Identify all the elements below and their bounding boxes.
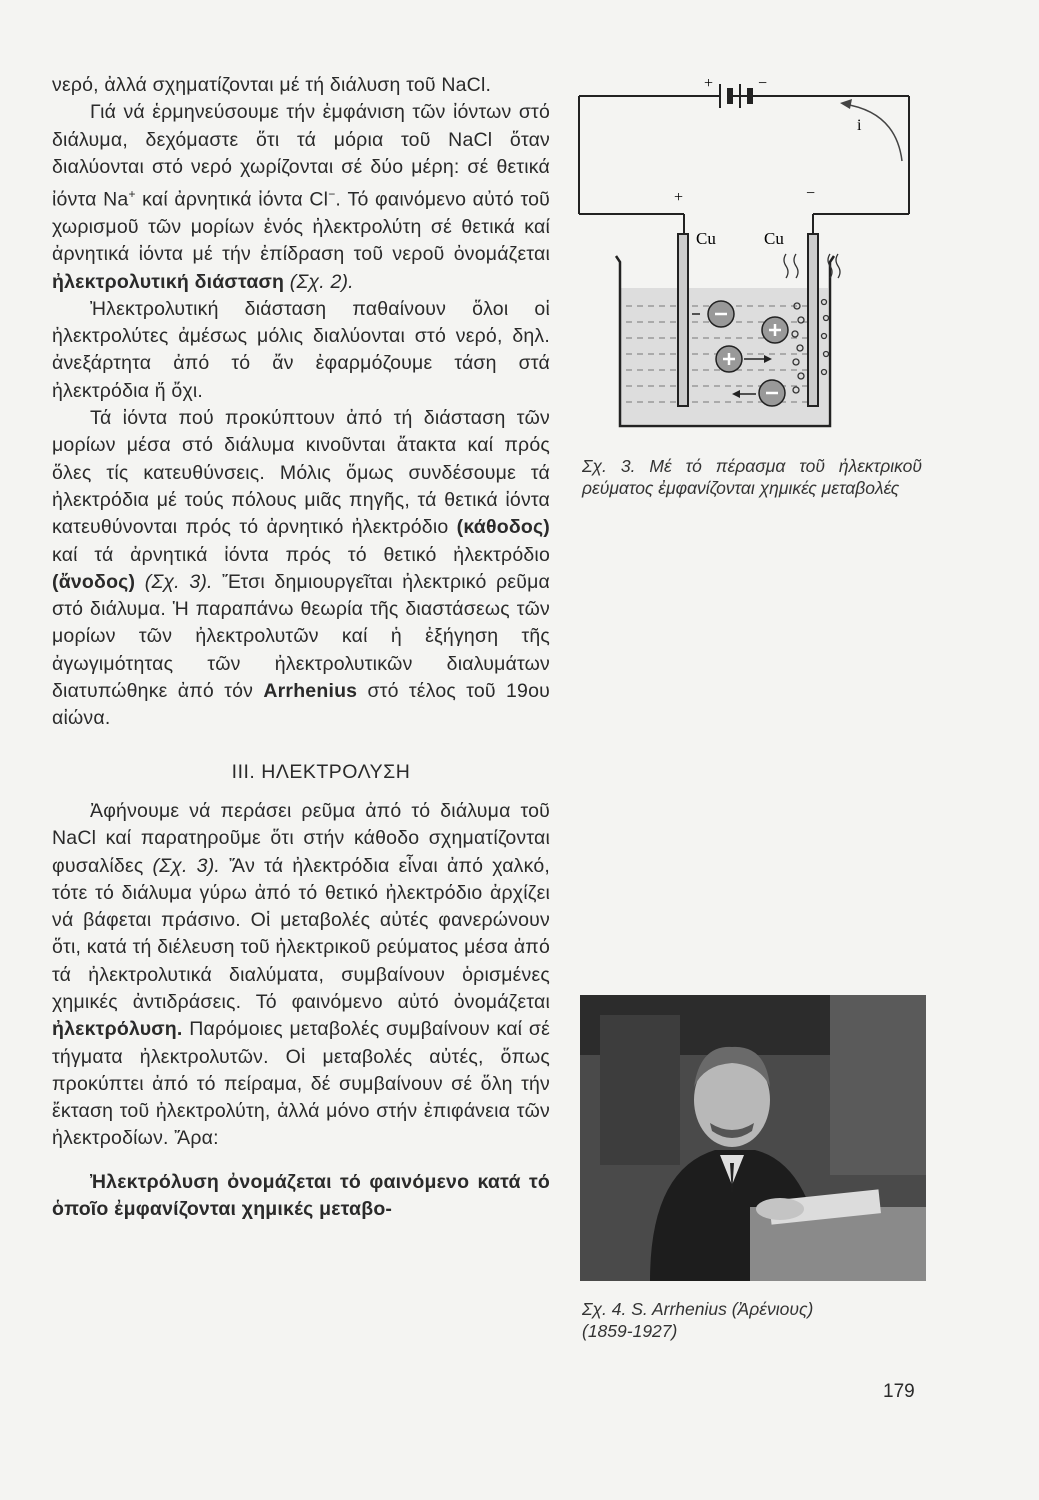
anode-electrode [678,234,688,406]
paragraph: νερό, ἀλλά σχηματίζονται μέ τή διάλυση τοῦ NaCl. [52,74,492,96]
section-heading: III. ΗΛΕΚΤΡΟΛΥΣΗ [231,760,411,783]
figure-3-caption: Σχ. 3. Μέ τό πέρασμα τοῦ ἠλεκτρικοῦ ρεύματος ἐμφανίζονται χημικές μεταβολές [582,456,922,498]
current-label: i [857,117,862,134]
cathode-minus-label: − [806,185,816,202]
anode-plus-label: + [674,189,684,206]
cathode-electrode [808,234,818,406]
page-number: 179 [883,1381,915,1402]
definition-paragraph: Ἠλεκτρόλυση ὀνομάζεται τό φαινόμενο κατά τό ὁποῖο ἐμφανίζονται χημικές μεταβο- [52,1170,550,1221]
electrode-left-label: Cu [696,229,716,248]
figure-4-caption: Σχ. 4. S. Arrhenius (Ἀρένιους) (1859-1927) [582,1299,814,1341]
cation-icon [762,317,788,343]
term-electrolytic-dissociation: ἠλεκτρολυτική διάσταση [52,270,285,293]
current-arrow-icon [844,104,902,161]
term-electrolysis: ἠλεκτρόλυση. [52,1018,183,1041]
arrhenius-portrait [580,995,926,1281]
paragraph: Ἀφήνουμε νά περάσει ρεῦμα ἀπό τό διάλυμα τοῦ NaCl καί παρατηροῦμε ὅτι στήν κάθοδο σχηματίζονται φυσαλίδες (Σχ. 3). Ἄν τά ἠλεκτρόδια εἶναι ἀπό χαλκό, τότε τό διάλυμα γύρω ἀπό τό θετικό ἠλεκτρόδιο ἀρχίζει νά βάφεται πράσινο. Οἱ μεταβολές αὐτές φανερώνουν ὅτι, κατά τή διέλευση τοῦ ἠλεκτρικοῦ ρεύματος μέσα ἀπό τά ἠλεκτρολυτικά διαλύματα, συμβαίνουν ὁρισμένες χημικές ἀντιδράσεις. Τό φαινόμενο αὐτό ὀνομάζεται ἠλεκτρόλυση. Παρόμοιες μεταβολές συμβαίνουν καί σέ τήγματα ἠλεκτρολυτῶν. Οἱ μεταβολές αὐτές, ὅπως προκύπτει ἀπό τό πείραμα, δέ συμβαίνουν σέ ὅλη τήν ἔκταση τοῦ ἠλεκτρολύτη, ἀλλά μόνο στήν ἐπιφάνεια τῶν ἠλεκτροδίων. Ἄρα: [52,799,550,1150]
paragraph: Τά ἰόντα πού προκύπτουν ἀπό τή διάσταση τῶν μορίων μέσα στό διάλυμα κινοῦνται ἄτακτα καί πρός ὅλες τίς κατευθύνσεις. Μόλις ὅμως συνδέσουμε τά ἠλεκτρόδια μέ τούς πόλους μιᾶς πηγῆς, τά θετικά ἰόντα κατευθύνονται πρός τό ἀρνητικό ἠλεκτρόδιο (κάθοδος) καί τά ἀρνητικά ἰόντα πρός τό θετικό ἠλεκτρόδιο (ἄνοδος) (Σχ. 3). Ἔτσι δημιουργεῖται ἠλεκτρικό ρεῦμα στό διάλυμα. Ἡ παραπάνω θεωρία τῆς διαστάσεως τῶν μορίων τῶν ἠλεκτρολυτῶν καί ἡ ἐξήγηση τῆς ἀγωγιμότητας τῶν ἠλεκτρολυτικῶν διαλυμάτων διατυπώθηκε ἀπό τόν Arrhenius στό τέλος τοῦ 19ου αἰώνα. [52,407,551,730]
battery-minus-label: − [758,75,768,92]
paragraph: Ἠλεκτρολυτική διάσταση παθαίνουν ὅλοι οἱ ἠλεκτρολύτες ἀμέσως μόλις διαλύονται στό νερό, δηλ. ἀνεξάρτητα ἀπό τό ἄν ἐφαρμόζουμε τάση στά ἠλεκτρόδια ἤ ὄχι. [52,297,550,402]
battery-plus-label: + [704,75,714,92]
paragraph: Γιά νά ἑρμηνεύσουμε τήν ἐμφάνιση τῶν ἰόντων στό διάλυμα, δεχόμαστε ὅτι τά μόρια τοῦ NaCl ὅταν διαλύονται στό νερό χωρίζονται σέ δύο μέρη: σέ θετικά ἰόντα Na+ καί ἀρνητικά ἰόντα Cl−. Τό φαινόμενο αὐτό τοῦ χωρισμοῦ τῶν μορίων ἑνός ἠλεκτρολύτη σέ θετικά καί ἀρνητικά ἰόντα μέ τήν ἐπίδραση τοῦ νεροῦ ὀνομάζεται ἠλεκτρολυτική διάσταση (Σχ. 2). [52,101,550,293]
electrolysis-diagram [576,66,862,436]
term-anode: (ἄνοδος) [52,570,136,593]
term-cathode: (κάθοδος) [456,516,550,539]
main-text-column [52,72,550,1223]
term-arrhenius: Arrhenius [263,680,358,703]
electrode-right-label: Cu [764,229,784,248]
